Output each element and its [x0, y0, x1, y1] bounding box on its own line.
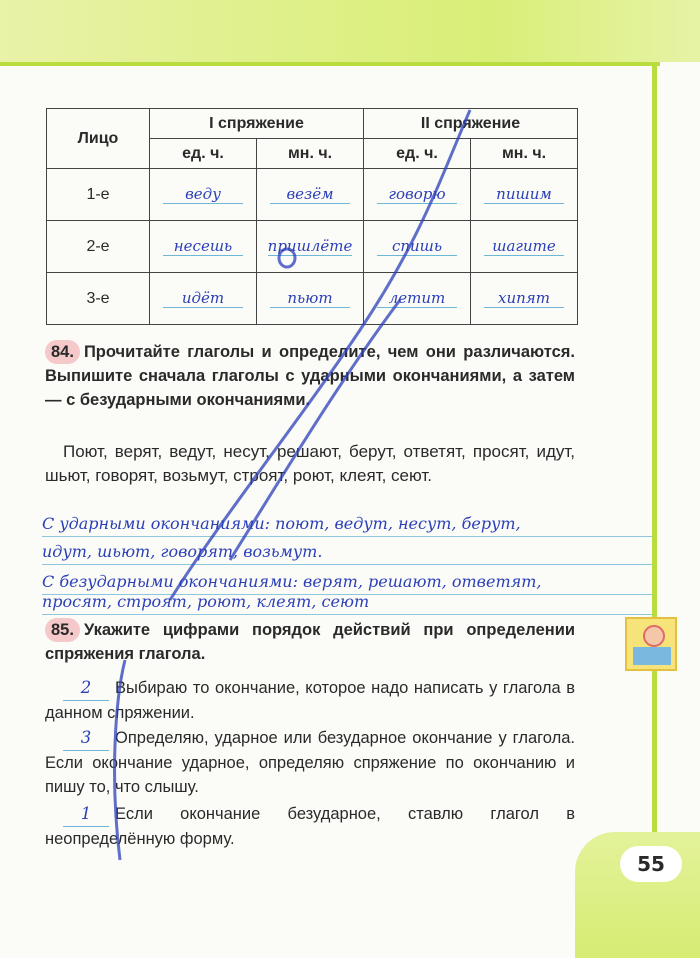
- answer-cell: хипят: [484, 289, 564, 308]
- step-text: Если окончание безударное, ставлю глагол в неопределённую форму.: [45, 805, 575, 848]
- answer-cell: веду: [163, 185, 243, 204]
- answer-cell: везём: [270, 185, 350, 204]
- task-85: [45, 618, 575, 666]
- margin-rule: [652, 62, 657, 842]
- person-header: Лицо: [47, 109, 150, 169]
- verb-list: Поют, верят, ведут, несут, решают, берут, ответят, просят, идут, шьют, говорят, возьмут, строят, роют, клеят, сеют.: [45, 442, 575, 485]
- reading-girl-icon: [625, 617, 677, 671]
- step-item: [45, 676, 575, 725]
- task-number: 84.: [45, 340, 80, 364]
- answer-cell: пьют: [270, 289, 350, 308]
- header-band: [0, 0, 700, 62]
- answer-cell: пишим: [484, 185, 564, 204]
- handwritten-line: просят, строят, роют, клеят, сеют: [42, 592, 652, 615]
- conjugation-table: [46, 108, 578, 325]
- handwritten-line: идут, шьют, говорят, возьмут.: [42, 542, 652, 565]
- answer-cell: спишь: [377, 237, 457, 256]
- conj1-singular-header: ед. ч.: [150, 139, 257, 169]
- answer-cell: несешь: [163, 237, 243, 256]
- task-instruction: Прочитайте глаголы и определите, чем они различаются. Выпишите сначала глаголы с ударными окончаниями, а затем — с безударными окончаниями.: [45, 343, 575, 409]
- order-mark: 3: [63, 726, 109, 751]
- header-rule: [0, 62, 660, 66]
- conj1-plural-header: мн. ч.: [257, 139, 364, 169]
- conj2-header: II спряжение: [364, 109, 578, 139]
- conj2-singular-header: ед. ч.: [364, 139, 471, 169]
- handwritten-line: С безударными окончаниями: верят, решают, ответят,: [42, 572, 652, 595]
- person-cell: 3-е: [47, 273, 150, 325]
- step-item: [45, 802, 575, 851]
- page-number: 55: [620, 846, 682, 882]
- step-text: Выбираю то окончание, которое надо написать у глагола в данном спряжении.: [45, 679, 575, 722]
- table-row: [47, 169, 578, 221]
- task-instruction: Укажите цифрами порядок действий при определении спряжения глагола.: [45, 621, 575, 663]
- answer-cell: летит: [377, 289, 457, 308]
- person-cell: 1-е: [47, 169, 150, 221]
- task-number: 85.: [45, 618, 80, 642]
- step-item: [45, 726, 575, 799]
- task-84: [45, 340, 575, 412]
- order-mark: 1: [63, 802, 109, 827]
- table-row: [47, 221, 578, 273]
- answer-cell: говорю: [377, 185, 457, 204]
- conj2-plural-header: мн. ч.: [471, 139, 578, 169]
- person-cell: 2-е: [47, 221, 150, 273]
- answer-cell: идёт: [163, 289, 243, 308]
- step-text: Определяю, ударное или безударное окончание у глагола. Если окончание ударное, определяю спряжение по окончанию и пишу то, что слышу.: [45, 729, 575, 796]
- answer-cell: шагите: [484, 237, 564, 256]
- handwritten-line: С ударными окончаниями: поют, ведут, несут, берут,: [42, 514, 652, 537]
- table-row: [47, 273, 578, 325]
- conj1-header: I спряжение: [150, 109, 364, 139]
- answer-cell: пришлёте: [267, 237, 353, 255]
- order-mark: 2: [63, 676, 109, 701]
